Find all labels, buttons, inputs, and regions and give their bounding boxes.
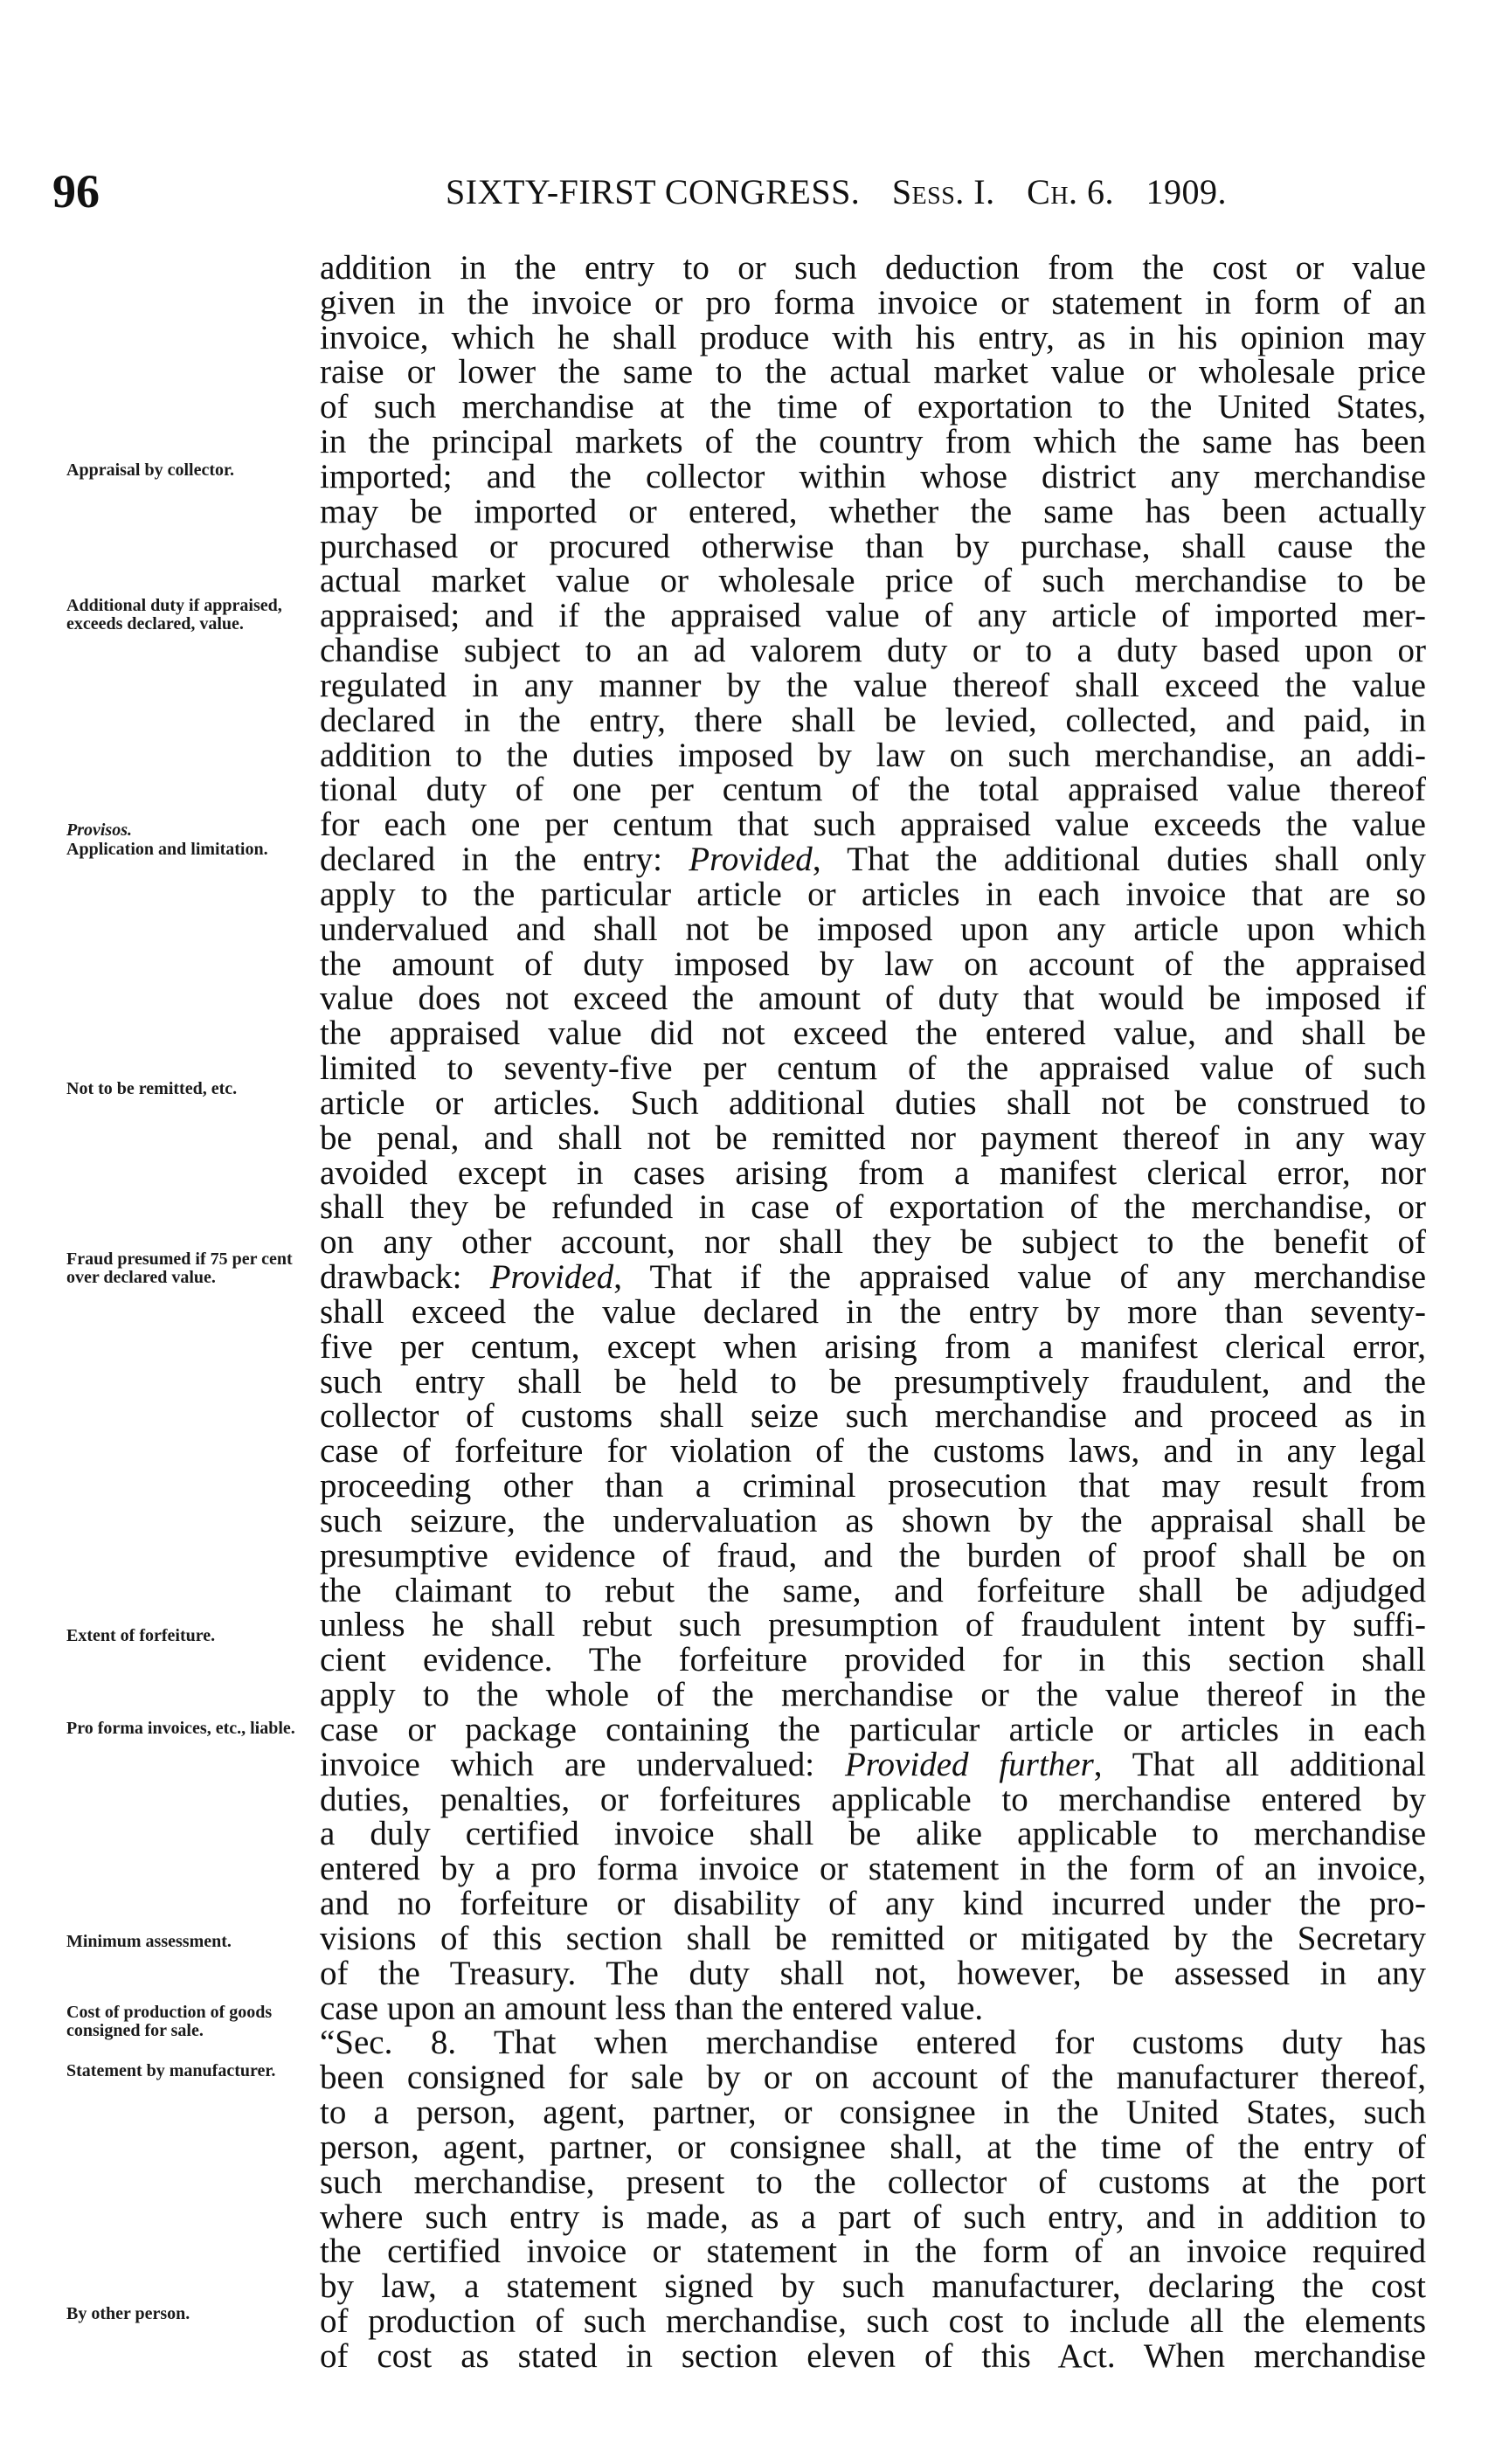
body-line: duties, penalties, or forfeitures applicable to merchandise entered by: [320, 1781, 1426, 1818]
body-line: where such entry is made, as a part of such entry, and in addition to: [320, 2198, 1426, 2236]
body-line: case upon an amount less than the entered value.: [320, 1990, 984, 2027]
margin-note-application: Application and limitation.: [66, 840, 268, 859]
body-line: cient evidence. The forfeiture provided for in this section shall: [320, 1641, 1426, 1678]
body-line: invoice which are undervalued: Provided further, That all additional: [320, 1746, 1427, 1783]
body-line: case of forfeiture for violation of the customs laws, and in any legal: [320, 1432, 1426, 1470]
page-number: 96: [52, 165, 100, 218]
body-line: apply to the particular article or articles in each invoice that are so: [320, 876, 1426, 913]
body-line: for each one per centum that such appraised value exceeds the value: [320, 806, 1426, 843]
body-line: drawback: Provided, That if the appraised value of any merchandise: [320, 1258, 1426, 1296]
body-line: such seizure, the undervaluation as shown by the appraisal shall be: [320, 1502, 1426, 1540]
body-line: presumptive evidence of fraud, and the burden of proof shall be on: [320, 1537, 1426, 1575]
body-line: shall they be refunded in case of exportation of the merchandise, or: [320, 1188, 1426, 1226]
body-line: of such merchandise at the time of exportation to the United States,: [320, 388, 1426, 426]
body-line: and no forfeiture or disability of any kind incurred under the pro-: [320, 1885, 1426, 1922]
body-line: entered by a pro forma invoice or statement in the form of an invoice,: [320, 1850, 1426, 1887]
body-line: shall exceed the value declared in the entry by more than seventy-: [320, 1293, 1426, 1331]
body-line: raise or lower the same to the actual market value or wholesale price: [320, 353, 1426, 391]
body-line: limited to seventy-five per centum of the appraised value of such: [320, 1049, 1426, 1087]
body-line: article or articles. Such additional duties shall not be construed to: [320, 1084, 1426, 1122]
body-line: five per centum, except when arising from a manifest clerical error,: [320, 1328, 1426, 1366]
margin-note-appraisal: Appraisal by collector.: [66, 460, 235, 480]
body-line: undervalued and shall not be imposed upon any article upon which: [320, 910, 1426, 948]
body-line: invoice, which he shall produce with his entry, as in his opinion may: [320, 319, 1426, 356]
body-line: of cost as stated in section eleven of this Act. When merchandise: [320, 2337, 1426, 2375]
body-line: be penal, and shall not be remitted nor payment thereof in any way: [320, 1119, 1426, 1157]
body-line: the appraised value did not exceed the entered value, and shall be: [320, 1014, 1426, 1052]
margin-note-statement: Statement by manufacturer.: [66, 2061, 276, 2080]
body-line: such entry shall be held to be presumptively fraudulent, and the: [320, 1363, 1426, 1401]
body-line: tional duty of one per centum of the total appraised value thereof: [320, 771, 1426, 808]
body-line: proceeding other than a criminal prosecution that may result from: [320, 1467, 1426, 1505]
margin-note-other-person: By other person.: [66, 2304, 190, 2323]
body-line: person, agent, partner, or consignee shall, at the time of the entry of: [320, 2128, 1426, 2166]
body-line: been consigned for sale by or on account of the manufacturer thereof,: [320, 2059, 1426, 2096]
body-line: in the principal markets of the country from which the same has been: [320, 423, 1426, 460]
body-line: such merchandise, present to the collector of customs at the port: [320, 2163, 1426, 2201]
body-line: given in the invoice or pro forma invoice or statement in form of an: [320, 284, 1426, 322]
body-line: visions of this section shall be remitted or mitigated by the Secretary: [320, 1920, 1426, 1957]
margin-note-cost-production: Cost of production of goods consigned for sale.: [66, 2003, 273, 2040]
body-line: addition in the entry to or such deduction from the cost or value: [320, 249, 1426, 287]
margin-note-not-remitted: Not to be remitted, etc.: [66, 1079, 238, 1098]
body-line: actual market value or wholesale price of such merchandise to be: [320, 562, 1426, 599]
body-line: the amount of duty imposed by law on account of the appraised: [320, 945, 1426, 983]
body-line: regulated in any manner by the value thereof shall exceed the value: [320, 667, 1426, 704]
body-line: purchased or procured otherwise than by purchase, shall cause the: [320, 528, 1426, 565]
body-line: unless he shall rebut such presumption of fraudulent intent by suffi-: [320, 1606, 1426, 1644]
body-line: collector of customs shall seize such merchandise and proceed as in: [320, 1397, 1426, 1435]
body-line: the certified invoice or statement in the form of an invoice required: [320, 2232, 1426, 2270]
margin-note-minimum: Minimum assessment.: [66, 1932, 232, 1951]
session-label: Sess. I.: [891, 172, 995, 211]
body-line: chandise subject to an ad valorem duty or to a duty based upon or: [320, 632, 1426, 669]
body-line: value does not exceed the amount of duty that would be imposed if: [320, 979, 1426, 1017]
congress-title: SIXTY-FIRST CONGRESS.: [446, 172, 861, 211]
margin-note-fraud: Fraud presumed if 75 per cent over declared value.: [66, 1249, 293, 1287]
margin-note-pro-forma: Pro forma invoices, etc., liable.: [66, 1719, 295, 1738]
body-line: “Sec. 8. That when merchandise entered for customs duty has: [320, 2024, 1426, 2061]
body-line: to a person, agent, partner, or consignee in the United States, such: [320, 2094, 1426, 2131]
chapter-label: Ch. 6.: [1027, 172, 1115, 211]
body-line: apply to the whole of the merchandise or the value thereof in the: [320, 1676, 1426, 1713]
body-line: by law, a statement signed by such manufacturer, declaring the cost: [320, 2267, 1426, 2305]
body-line: may be imported or entered, whether the same has been actually: [320, 493, 1426, 530]
body-line: on any other account, nor shall they be subject to the benefit of: [320, 1223, 1426, 1261]
margin-note-provisos: Provisos.: [66, 820, 132, 840]
body-line: declared in the entry, there shall be levied, collected, and paid, in: [320, 702, 1426, 739]
body-line: imported; and the collector within whose district any merchandise: [320, 458, 1426, 495]
body-line: declared in the entry: Provided, That the additional duties shall only: [320, 841, 1426, 878]
margin-note-extent: Extent of forfeiture.: [66, 1626, 216, 1645]
body-line: avoided except in cases arising from a manifest clerical error, nor: [320, 1154, 1426, 1192]
body-line: addition to the duties imposed by law on such merchandise, an addi-: [320, 737, 1426, 774]
body-line: of the Treasury. The duty shall not, however, be assessed in any: [320, 1955, 1426, 1992]
year-label: 1909.: [1146, 172, 1228, 211]
running-head: [446, 172, 1249, 211]
body-line: of production of such merchandise, such cost to include all the elements: [320, 2302, 1426, 2340]
body-line: the claimant to rebut the same, and forfeiture shall be adjudged: [320, 1572, 1426, 1609]
body-line: case or package containing the particular article or articles in each: [320, 1711, 1426, 1748]
margin-note-additional-duty: Additional duty if appraised, exceeds declared, value.: [66, 596, 282, 633]
body-line: a duly certified invoice shall be alike applicable to merchandise: [320, 1815, 1426, 1852]
body-line: appraised; and if the appraised value of any article of imported mer-: [320, 597, 1426, 634]
